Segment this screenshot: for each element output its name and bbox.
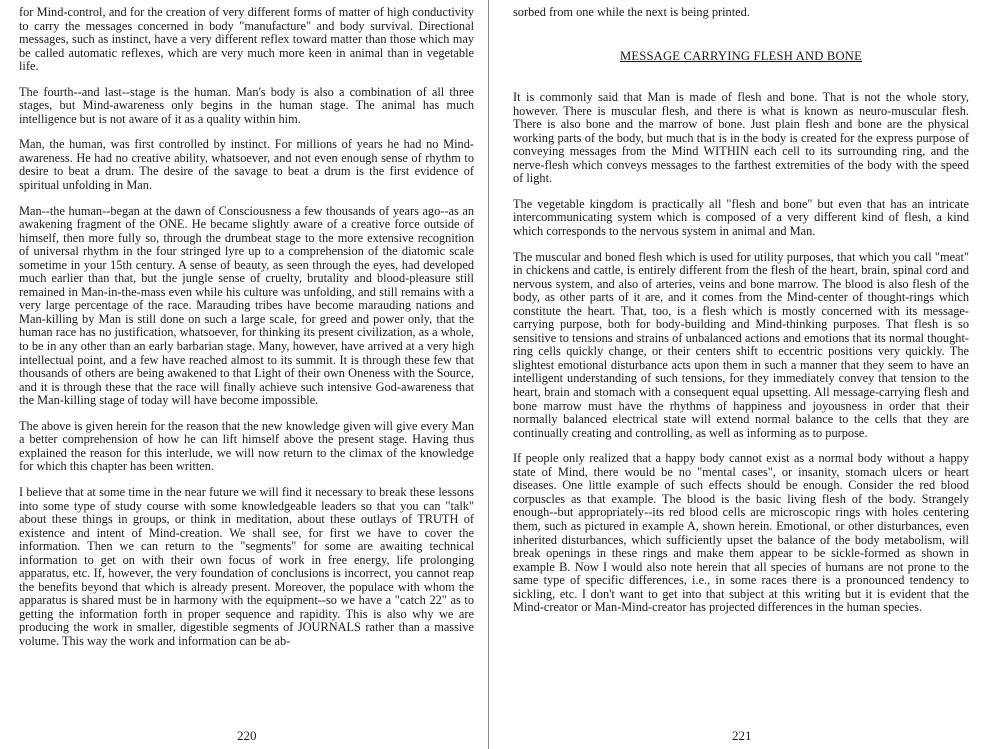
- section-heading: [513, 50, 969, 64]
- paragraph: Man, the human, was first controlled by instinct. For millions of years he had no Mind-awareness. He had no creative ability, whatsoever, and not even enough sense of rhythm to desire to beat a drum. The desire of the savage to beat a drum is the first evidence of spiritual unfolding in Man.: [19, 137, 474, 193]
- paragraph: The vegetable kingdom is practically all "flesh and bone" but even that has an intricate intercommunicating system which is composed of a very different kind of flesh, a kind which corresponds to the nervous system in animal and Man.: [513, 196, 969, 239]
- paragraph: The fourth--and last--stage is the human. Man's body is also a combination of all three stages, but Mind-awareness only begins in the human stage. The animal has much intelligence but is not aware of it as a quality within him.: [19, 84, 474, 126]
- gutter-divider: [488, 0, 489, 749]
- paragraph: The muscular and boned flesh which is used for utility purposes, that which you call "meat" in chickens and cattle, is entirely different from the flesh of the heart, brain, spinal cord and nervous system, and also of arteries, veins and bone marrow. The blood is also flesh of the body, as other parts of it are, and it comes from the Mind-center of thought-rings which constitute the heart. That, too, is a flesh which is mostly concerned with its message-carrying purpose, both for body-building and Mind-thinking purposes. That flesh is so sensitive to tensions and strains of unbalanced actions and emotions that its normal thought-ring cells quickly change, or their centers shift to eccentric positions very quickly. The slightest emotional disturbance acts upon them in such a manner that they seem to have an intelligent understanding of such tensions, for they immediately convey that tension to the heart, brain and stomach with a consequent equal upsetting. All message-carrying flesh and bone marrow must have the rhythms of happiness and joyousness in order that their normally balanced electrical state will extend normal balance to the cells that they are continually creating and controlling, as well as informing as to purpose.: [513, 249, 969, 440]
- section-heading-text: MESSAGE CARRYING FLESH AND BONE: [619, 48, 862, 63]
- page-number-right: 221: [732, 728, 752, 743]
- paragraph: If people only realized that a happy body cannot exist as a normal body without a happy state of Mind, there would be no "mental cases", or insanity, stomach ulcers or heart diseases. One little example of such effects should be enough. Consider the red blood corpuscles as that example. The blood is the basic living flesh of the body. Strangely enough--but appropriately--its red blood cells are microscopic rings with holes centering them, such as pictured in example A, shown herein. Emotional, or other disturbances, even inherited disturbances, which sufficiently upset the balance of the body metabolism, will break openings in these rings and make them appear to be sickle-formed as shown in example B. Now I would also note herein that all species of humans are not prone to the same type of specific differences, i.e., in some races there is a pronounced tendency to sickling, etc. I don't want to get into that subject at this writing but it is evident that the Mind-creator or Man-Mind-creator has projected differences in the human species.: [513, 451, 969, 615]
- paragraph: The above is given herein for the reason that the new knowledge given will give every Man a better comprehension of how he can lift himself above the present stage. Having thus explained the reason for this interlude, we will now return to the climax of the knowledge for which this chapter has been written.: [19, 418, 474, 474]
- page-number-left: 220: [237, 728, 257, 743]
- paragraph: I believe that at some time in the near future we will find it necessary to break these lessons into some type of study course with some knowledgeable leaders so that you can "talk" about these things in groups, or think in meditation, about these outlays of TRUTH of existence and intent of Mind-creation. We shall see, for first we have to cover the information. Then we can return to the "segments" for some are awaiting technical information to get on with their own focus of work in free energy, life prolonging apparatus, etc. If, however, the very foundation of conclusions is incorrect, you cannot reap the benefits beyond that which is already present. Moreover, the populace with whom the apparatus is shared must be in harmony with the equipment--so we have a "catch 22" as to getting the information forth in proper sequence and rapidity. This is also why we are producing the work in smaller, digestible segments of JOURNALS rather than a massive volume. This way the work and information can be ab-: [19, 484, 474, 648]
- paragraph: for Mind-control, and for the creation of very different forms of matter of high conductivity to carry the messages concerned in body "manufacture" and body survival. Directional messages, such as instinct, have a very different reflex toward matter than those which may be called automatic reflexes, which are very much more keen in animal than in vegetable life.: [19, 5, 474, 74]
- left-page: [19, 6, 474, 661]
- right-page: [513, 6, 969, 627]
- continuation-text: sorbed from one while the next is being printed.: [513, 5, 750, 19]
- paragraph: It is commonly said that Man is made of flesh and bone. That is not the whole story, however. There is muscular flesh, and there is what is known as neuro-muscular flesh. There is also bone and the marrow of bone. Just plain flesh and bone are the physical working parts of the body, but much that is in the body is created for the express purpose of conveying messages from the Mind WITHIN each cell to its surrounding ring, and the nerve-flesh which conveys messages to the farthest extremities of the body with the speed of light.: [513, 90, 969, 186]
- paragraph: Man--the human--began at the dawn of Consciousness a few thousands of years ago--as an awakening fragment of the ONE. He became slightly aware of a creative force outside of himself, then more fully so, through the drumbeat stage to the more extensive recognition of universal rhythm in the four stringed lyre up to a comprehension of the diatomic scale sometime in your 15th century. A sense of beauty, as seen through the eyes, had developed much earlier than that, but the jungle sense of cruelty, brutality and blood-pleasure still remained in Man-in-the-mass even while his culture was unfolding, and still remains with a very large percentage of the race. Marauding tribes have become marauding nations and Man-killing by Man is still done on such a large scale, for greed and power only, that the human race has no justification, whatsoever, for thinking its present civilization, as a whole, to be in any other than an early barbarian stage. Many, however, have arrived at a very high intellectual point, and a few have reached almost to its summit. It is through these few that thousands of others are being awakened to that Light of their own Oneness with the Source, and it is through these that the race will finally achieve such intensive God-awareness that the Man-killing stage of today will have become impossible.: [19, 203, 474, 408]
